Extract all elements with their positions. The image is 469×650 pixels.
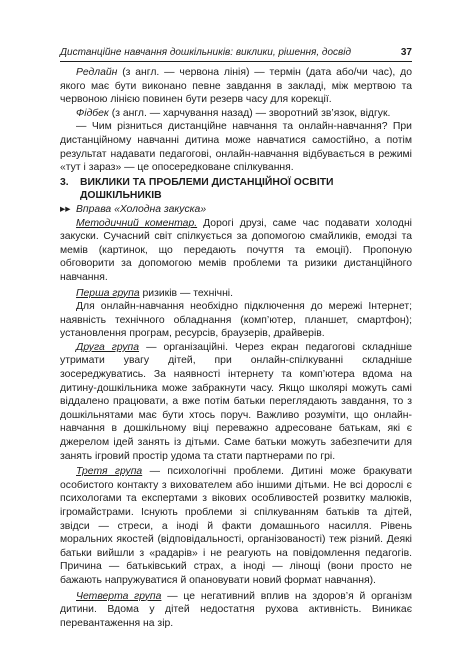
- group-text: — це негативний вплив на здоров’я й організм дитини. Вдома у дітей недостатня рухова активність. Виникає перевантаження на зір.: [60, 590, 412, 629]
- group-text: — психологічні проблеми. Дитині може бракувати особистого контакту з вихователем або іншими дітьми. Не всі дорослі є психологами та експертами з вікових особливостей розвитку малюків, ігромайстрами. Існують проблеми зі спілкуванням батьків та дітей, звідси — стреси, а іноді й факти домашнього насилля. Рівень моральних якостей (відповідальності, організованості) теж різний. Деякі батьки вийшли з «радарів» і не реагують на повідомлення педагогів. Причина — батьківський страх, а іноді — лінощі (вони просто не бажають напружуватися й опановувати новий формат навчання).: [60, 466, 412, 586]
- group-paragraph: [60, 341, 412, 463]
- glossary-definition: (з англ. — харчування назад) — зворотний зв’язок, відгук.: [108, 107, 391, 119]
- method-text: Дорогі друзі, саме час подавати холодні закуски. Сучасний світ спілкується за допомогою смайликів, емодзі та мемів (картинок, що передають почуття та емоції). Пропоную обговорити за допомогою мемів проблеми та ризики дистанційного навчання.: [60, 217, 412, 283]
- exercise-label: Вправа «Холодна закуска»: [76, 203, 207, 215]
- method-label: Методичний коментар.: [76, 217, 198, 229]
- running-header: [60, 46, 412, 60]
- group-paragraph: [60, 465, 412, 587]
- group-label: Друга група: [76, 341, 140, 353]
- group-paragraph: [60, 300, 412, 341]
- glossary-feedback: [60, 107, 412, 121]
- header-rule: [60, 61, 412, 62]
- exercise-heading: [60, 203, 412, 217]
- page-body: [60, 66, 412, 630]
- group-paragraph: [60, 287, 412, 301]
- section-number: 3.: [60, 176, 69, 188]
- group-label: Четверта група: [76, 590, 162, 602]
- glossary-redline: [60, 66, 412, 107]
- group-text: Для онлайн-навчання необхідно підключення до мережі Інтернет; наявність технічного обладнання (комп’ютер, планшет, смартфон); установлення програм, ресурсів, браузерів, драйверів.: [60, 301, 412, 340]
- section-title-line1: ВИКЛИКИ ТА ПРОБЛЕМИ ДИСТАНЦІЙНОЇ ОСВІТИ: [80, 176, 334, 188]
- glossary-term: Редлайн: [76, 67, 118, 78]
- group-label: Третя група: [76, 466, 143, 478]
- double-arrow-icon: ▸▸: [60, 203, 71, 215]
- group-paragraph: [60, 590, 412, 631]
- group-text: — організаційні. Через екран педагогові складніше утримати увагу дітей, при онлайн-спілкуванні складніше зосереджуватись. За наявності інтернету та комп’ютера вдома на дитину-дошкільника може забракнути часу. Якщо школярі можуть самі віддалено працювати, а вже потім батьки переглядають завдання, то з дошкільнятами має бути хтось поруч. Важливо розуміти, що онлайн-навчання в дошкільному віці переважно адресоване батькам, які є джерелом ідей занять із дітьми. Саме батьки можуть забезпечити для занять ігровий простір удома та стати партнерами по грі.: [60, 341, 412, 462]
- running-title: Дистанційне навчання дошкільників: виклики, рішення, досвід: [60, 47, 351, 58]
- question-paragraph: — Чим різниться дистанційне навчання та онлайн-навчання? При дистанційному навчанні дитина може навчатися самостійно, а потім результат надавати педагогові, онлайн-навчання відбувається в режимі «тут і зараз» — це опосередковане спілкування.: [60, 121, 412, 174]
- group-text: ризиків — технічні.: [139, 287, 233, 299]
- glossary-definition: (з англ. — червона лінія) — термін (дата або/чи час), до якого має бути виконано певне завдання в закладі, між мертвою та червоною лінією повинен бути резерв часу для корекції.: [60, 67, 412, 106]
- method-comment: [60, 217, 412, 285]
- glossary-term: Фідбек: [76, 107, 109, 119]
- page-number: 37: [400, 47, 412, 58]
- section-title-line2: ДОШКІЛЬНИКІВ: [80, 190, 162, 202]
- group-label: Перша група: [76, 287, 140, 299]
- section-heading: [60, 176, 412, 203]
